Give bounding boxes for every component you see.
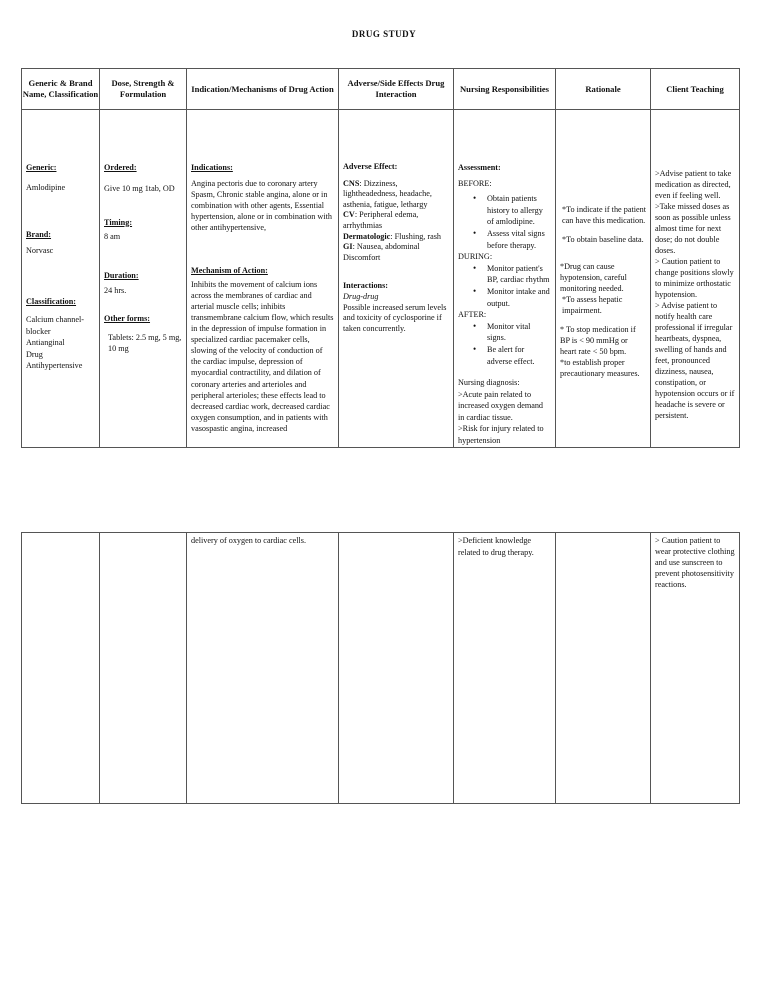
rationale-item: *Drug can cause hypotension, careful monitoring needed.: [560, 262, 627, 293]
header-dose: Dose, Strength & Formulation: [100, 69, 187, 110]
list-item: • Assess vital signs before therapy.: [487, 228, 551, 251]
list-item: • Be alert for adverse effect.: [487, 344, 551, 367]
diagnosis-item: >Deficient knowledge related to drug therapy.: [458, 536, 534, 557]
class-value: Drug: [26, 349, 43, 359]
derm-text: : Flushing, rash: [390, 231, 442, 241]
teaching-item: > Caution patient to wear protective clothing and use sunscreen to prevent photosensitivity reactions.: [655, 536, 735, 589]
indication-cell: [187, 110, 339, 448]
after-label: AFTER:: [458, 310, 487, 320]
table-row: [22, 110, 740, 448]
cns-text: : Dizziness, lightheadedness, headache, asthenia, fatigue, lethargy: [343, 178, 432, 209]
teaching-item: >Advise patient to take medication as directed, even if feeling well.: [655, 169, 732, 200]
teaching-item: >Take missed doses as soon as possible unless almost time for next dose; do not double doses.: [655, 202, 731, 255]
adverse-cns: [343, 179, 449, 211]
diagnosis-label: Nursing diagnosis:: [458, 378, 520, 388]
list-item: • Monitor patient's BP, cardiac rhythm: [487, 263, 551, 286]
assessment-label: Assessment:: [458, 163, 501, 172]
timing-label: Timing:: [104, 217, 133, 227]
ordered-label: Ordered:: [104, 163, 137, 172]
adverse-gi: [343, 242, 449, 263]
before-label: BEFORE:: [458, 178, 492, 188]
brand-value: Norvasc: [26, 245, 54, 255]
header-adverse: Adverse/Side Effects Drug Interaction: [339, 69, 454, 110]
duration-label: Duration:: [104, 270, 139, 280]
generic-value: Amlodipine: [26, 182, 66, 192]
drug-study-table: [21, 68, 740, 448]
duration-value: 24 hrs.: [104, 286, 127, 296]
teaching-cell-continued: [651, 533, 740, 804]
drug-study-table-continued: [21, 532, 740, 804]
class-value: Antihypertensive: [26, 361, 83, 371]
rationale-item: *To indicate if the patient can have this medication.: [562, 205, 647, 225]
empty-cell: [100, 533, 187, 804]
document-title: DRUG STUDY: [351, 29, 417, 39]
gi-text: : Nausea, abdominal Discomfort: [343, 242, 420, 262]
cv-label: CV: [343, 210, 355, 220]
adverse-cell: [339, 110, 454, 448]
during-label: DURING:: [458, 252, 493, 262]
adverse-label: Adverse Effect:: [343, 162, 398, 171]
nursing-cell-continued: [454, 533, 556, 804]
mechanism-text: Inhibits the movement of calcium ions across the membranes of cardiac and arterial muscle cells; inhibits transmembrane calcium flow, which results in the depression of impulse formation in specialized cardiac pacemaker cells, slowing of the velocity of conduction of the cardiac impulse, depression of myocardial contractility, and dilation of coronary arteries and arterioles and peripheral arterioles; these effects lead to decreased cardiac work, decreased cardiac oxygen consumption, and in patients with vasospastic angina, increased: [191, 279, 334, 433]
timing-value: 8 am: [104, 232, 121, 242]
mechanism-label: Mechanism of Action:: [191, 265, 268, 275]
list-item: • Monitor vital signs.: [487, 321, 551, 344]
mechanism-text-continued: delivery of oxygen to cardiac cells.: [191, 536, 307, 545]
list-item: • Obtain patients history to allergy of amlodipine.: [487, 193, 551, 228]
cv-text: : Peripheral edema, arrhythmias: [343, 210, 419, 230]
diagnosis-item: >Acute pain related to increased oxygen demand in cardiac tissue.: [458, 389, 544, 422]
cns-label: CNS: [343, 178, 360, 188]
other-forms-value: Tablets: 2.5 mg, 5 mg, 10 mg: [108, 332, 182, 354]
indication-cell-continued: [187, 533, 339, 804]
ordered-value: Give 10 mg 1tab, OD: [104, 183, 175, 193]
teaching-item: > Caution patient to change positions slowly to minimize orthostatic hypotension.: [655, 257, 734, 299]
rationale-item: *To assess hepatic impairment.: [562, 295, 623, 315]
rationale-item: * To stop medication if BP is < 90 mmHg or heart rate < 50 bpm.: [560, 325, 636, 356]
during-list: [458, 263, 551, 309]
generic-cell: [22, 110, 100, 448]
teaching-cell: [651, 110, 740, 448]
generic-label: Generic:: [26, 163, 57, 172]
adverse-derm: [343, 232, 449, 243]
interactions-text: Possible increased serum levels and toxicity of cyclosporine if taken concurrently.: [343, 302, 447, 333]
empty-cell: [22, 533, 100, 804]
nursing-cell: [454, 110, 556, 448]
rationale-cell: [556, 110, 651, 448]
rationale-item: *to establish proper precautionary measures.: [560, 358, 640, 378]
derm-label: Dermatologic: [343, 231, 391, 241]
after-list: [458, 321, 551, 367]
classification-label: Classification:: [26, 297, 77, 307]
header-generic: Generic & Brand Name, Classification: [22, 69, 100, 110]
other-forms-label: Other forms:: [104, 313, 151, 323]
class-value: Calcium channel-blocker: [26, 314, 84, 336]
list-item: • Monitor intake and output.: [487, 286, 551, 309]
table-row: [22, 533, 740, 804]
brand-label: Brand:: [26, 230, 52, 240]
teaching-item: > Advise patient to notify health care professional if irregular heartbeats, dyspnea, swelling of hands and feet, pronounced dizziness, nausea, constipation, or hypotension occurs or if headache is severe or persistent.: [655, 301, 735, 420]
before-list: [458, 193, 551, 251]
indications-text: Angina pectoris due to coronary artery Spasm, Chronic stable angina, alone or in combination with other agents, Essential hypertension, alone or in combination with other antihypertensive,: [191, 179, 332, 233]
table-header-row: [22, 69, 740, 110]
drugdrug-label: Drug-drug: [343, 291, 379, 301]
header-teaching: Client Teaching: [651, 69, 740, 110]
rationale-item: *To obtain baseline data.: [562, 235, 644, 244]
diagnosis-item: >Risk for injury related to hypertension: [458, 424, 544, 446]
header-indication: Indication/Mechanisms of Drug Action: [187, 69, 339, 110]
interactions-label: Interactions:: [343, 281, 389, 291]
indications-label: Indications:: [191, 163, 233, 172]
adverse-cv: [343, 210, 449, 231]
empty-cell: [339, 533, 454, 804]
class-value: Antianginal: [26, 338, 65, 348]
empty-cell: [556, 533, 651, 804]
header-nursing: Nursing Responsibilities: [454, 69, 556, 110]
header-rationale: Rationale: [556, 69, 651, 110]
dose-cell: [100, 110, 187, 448]
gi-label: GI: [343, 242, 353, 252]
